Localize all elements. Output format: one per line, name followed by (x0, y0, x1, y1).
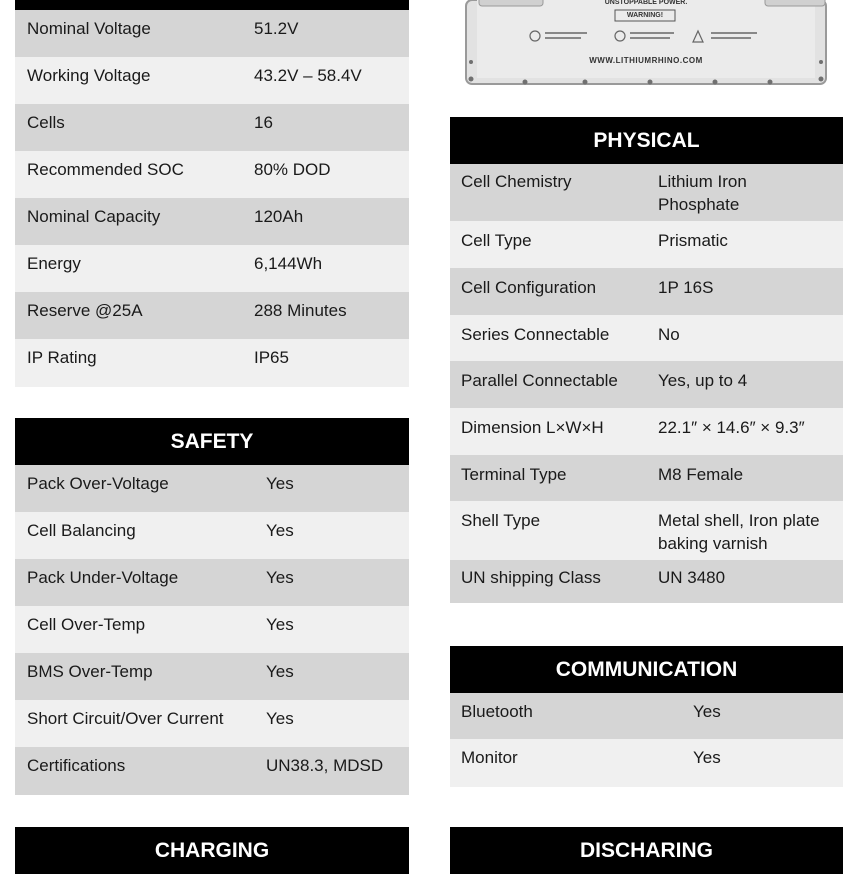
row-value: 16 (254, 113, 273, 132)
table-row (15, 339, 409, 387)
row-value: Prismatic (658, 231, 728, 250)
row-value: Yes (693, 748, 721, 767)
row-label: Bluetooth (461, 702, 533, 721)
row-label: Cell Type (461, 231, 532, 250)
row-label: BMS Over-Temp (27, 662, 153, 681)
row-value: 43.2V – 58.4V (254, 66, 362, 85)
row-value: M8 Female (658, 465, 744, 484)
row-label: Recommended SOC (27, 160, 184, 179)
discharging-table (450, 827, 843, 874)
product-warning: WARNING! (626, 12, 664, 19)
row-value-line2: Phosphate (658, 195, 740, 214)
row-label: Nominal Voltage (27, 19, 151, 38)
specs-table (15, 10, 409, 387)
communication-table (450, 646, 843, 787)
table-row (450, 221, 843, 268)
row-value: Yes (266, 662, 294, 681)
table-row (450, 315, 843, 361)
row-label: Shell Type (461, 511, 541, 530)
row-label: Monitor (461, 748, 518, 767)
table-row (15, 653, 409, 700)
communication-header: COMMUNICATION (450, 646, 843, 693)
row-label: Reserve @25A (27, 301, 143, 320)
row-value: 288 Minutes (254, 301, 347, 320)
row-value: Yes (266, 568, 294, 587)
row-value: No (658, 325, 680, 344)
table-row (450, 268, 843, 315)
row-value: 6,144Wh (254, 254, 323, 273)
table-row (15, 747, 409, 795)
physical-header: PHYSICAL (450, 117, 843, 164)
row-value: 51.2V (254, 19, 299, 38)
row-label: Cell Balancing (27, 521, 136, 540)
row-label: UN shipping Class (461, 568, 601, 587)
row-value: UN38.3, MDSD (266, 756, 384, 775)
safety-table (15, 418, 409, 795)
table-row (450, 455, 843, 501)
row-label: Dimension L×W×H (461, 418, 604, 437)
row-label: Working Voltage (27, 66, 151, 85)
table-row (15, 57, 409, 104)
table-row (15, 606, 409, 653)
row-label: Energy (27, 254, 81, 273)
row-label: Parallel Connectable (461, 371, 618, 390)
row-value: 22.1″ × 14.6″ × 9.3″ (658, 418, 805, 437)
product-image (465, 0, 827, 90)
row-value: UN 3480 (658, 568, 726, 587)
discharging-header: DISCHARING (450, 827, 843, 874)
row-value: IP65 (254, 348, 289, 367)
row-value: Yes (266, 474, 294, 493)
table-row (15, 465, 409, 512)
row-value-line2: baking varnish (658, 534, 768, 553)
table-row (450, 164, 843, 221)
row-value: Yes (266, 521, 294, 540)
row-label: Cells (27, 113, 65, 132)
product-slogan: UNSTOPPABLE POWER. (604, 0, 688, 6)
table-row (15, 104, 409, 151)
row-label: Nominal Capacity (27, 207, 161, 226)
product-url: WWW.LITHIUMRHINO.COM (589, 56, 703, 65)
row-label: Terminal Type (461, 465, 567, 484)
table-row (15, 559, 409, 606)
row-label: Short Circuit/Over Current (27, 709, 224, 728)
table-row (15, 700, 409, 747)
table-row (15, 245, 409, 292)
specs-table-header (15, 0, 409, 10)
table-row (450, 501, 843, 560)
row-value: Metal shell, Iron plate (658, 511, 820, 530)
row-label: Certifications (27, 756, 126, 775)
charging-table (15, 827, 409, 874)
charging-header: CHARGING (15, 827, 409, 874)
table-row (450, 693, 843, 739)
physical-table (450, 117, 843, 603)
table-row (450, 361, 843, 408)
table-row (450, 739, 843, 787)
row-label: Cell Over-Temp (27, 615, 146, 634)
row-label: Series Connectable (461, 325, 610, 344)
row-value: 1P 16S (658, 278, 714, 297)
table-row (450, 408, 843, 455)
row-label: Cell Chemistry (461, 172, 572, 191)
row-value: 80% DOD (254, 160, 331, 179)
table-row (15, 10, 409, 57)
row-value: Yes (693, 702, 721, 721)
table-row (15, 198, 409, 245)
table-row (15, 512, 409, 559)
row-label: Cell Configuration (461, 278, 597, 297)
row-value: Lithium Iron (658, 172, 747, 191)
table-row (15, 292, 409, 339)
table-row (15, 151, 409, 198)
row-value: Yes (266, 709, 294, 728)
table-row (450, 560, 843, 603)
row-label: IP Rating (27, 348, 97, 367)
row-value: Yes (266, 615, 294, 634)
row-value: Yes, up to 4 (658, 371, 748, 390)
row-label: Pack Over-Voltage (27, 474, 169, 493)
row-label: Pack Under-Voltage (27, 568, 179, 587)
row-value: 120Ah (254, 207, 304, 226)
safety-header: SAFETY (15, 418, 409, 465)
